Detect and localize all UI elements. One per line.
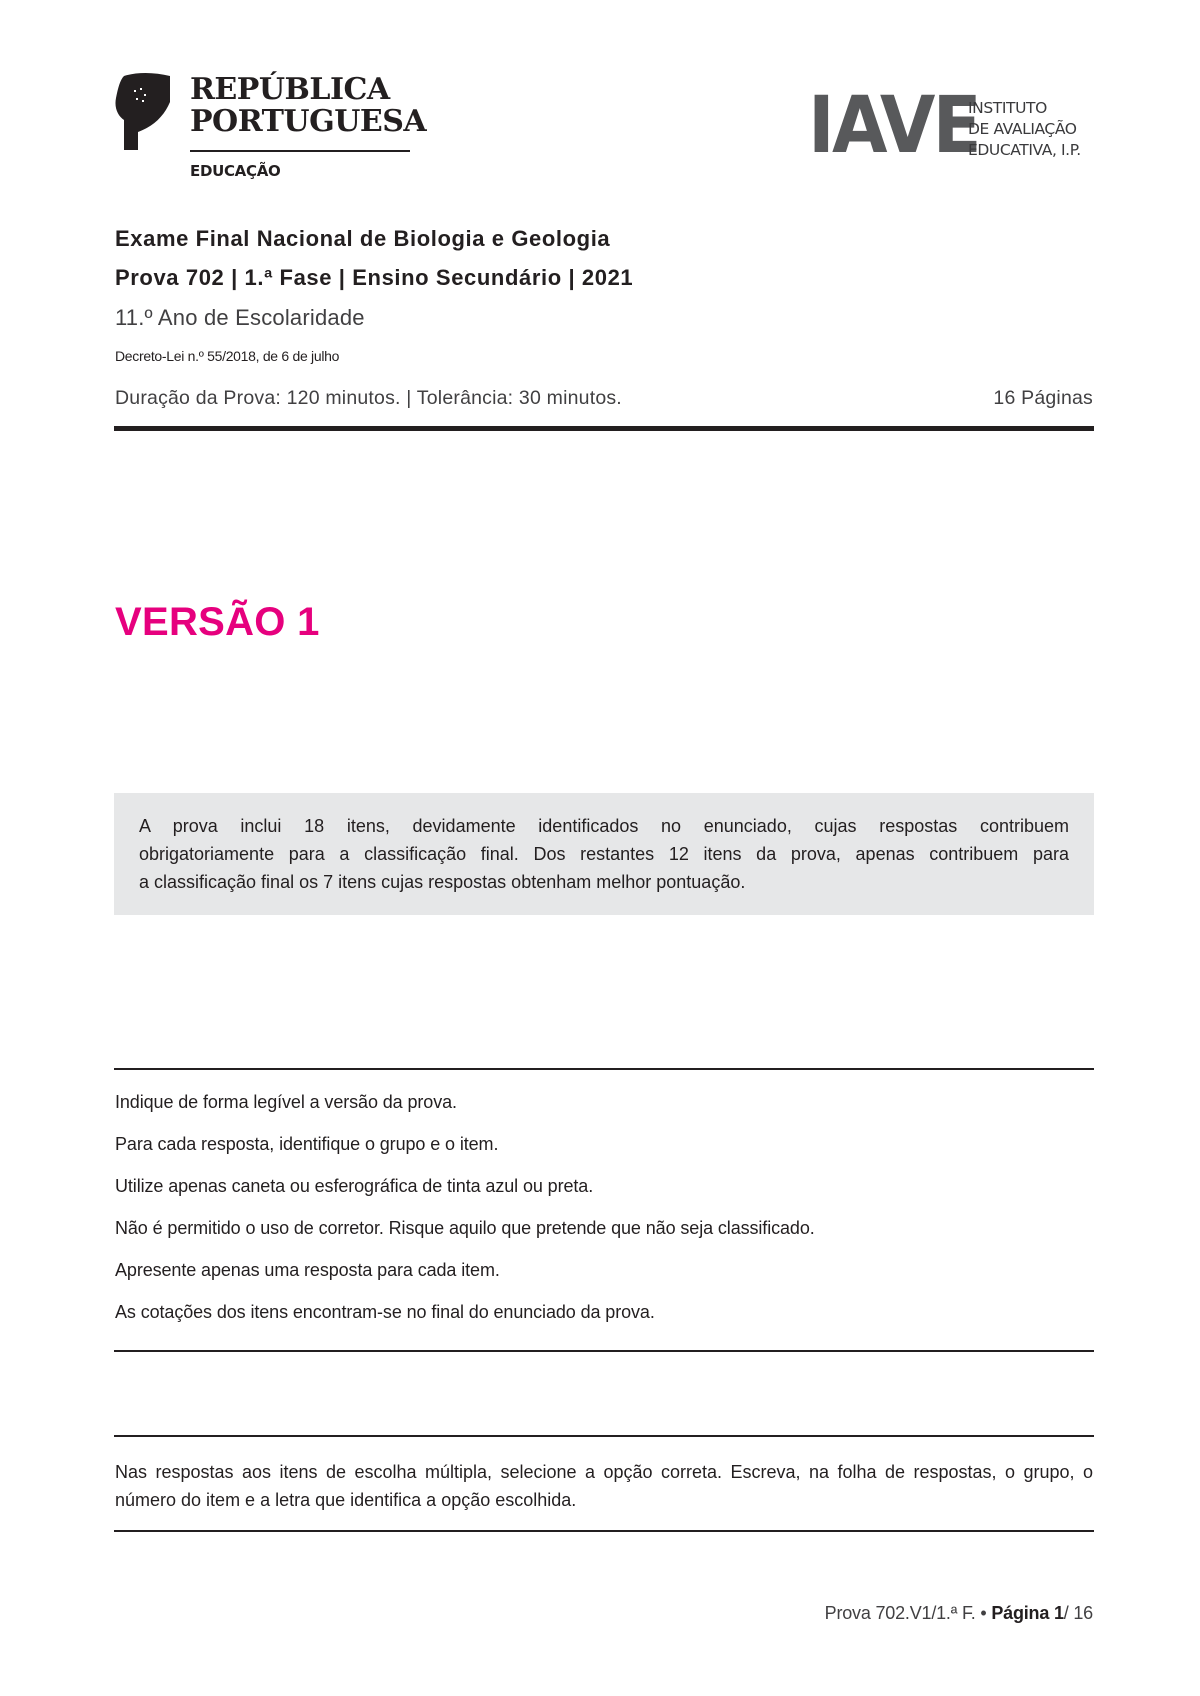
instruction-item: Para cada resposta, identifique o grupo e o item. xyxy=(115,1134,499,1154)
footer-page-total: / 16 xyxy=(1063,1603,1093,1623)
republica-portuguesa-logo xyxy=(114,70,427,185)
instruction-item: Apresente apenas uma resposta para cada item. xyxy=(115,1260,500,1280)
info-line: obrigatoriamente para a classificação final. Dos restantes 12 itens da prova, apenas contribuem para xyxy=(139,844,1069,864)
iave-wordmark xyxy=(968,98,1081,161)
page-footer xyxy=(825,1603,1093,1624)
instruction-item: Utilize apenas caneta ou esferográfica de tinta azul ou preta. xyxy=(115,1176,594,1196)
instructions-bottom-divider xyxy=(114,1350,1094,1352)
footer-exam-code: Prova 702.V1/1.ª F. xyxy=(824,1603,976,1623)
instruction-item: Não é permitido o uso de corretor. Risque aquilo que pretende que não seja classificado. xyxy=(115,1218,815,1238)
exam-title: Exame Final Nacional de Biologia e Geologia xyxy=(115,226,611,251)
footer-page-label: Página 1 xyxy=(991,1603,1064,1623)
iave-logo xyxy=(808,81,1108,171)
version-label: VERSÃO 1 xyxy=(115,600,320,644)
mc-bottom-divider xyxy=(114,1530,1094,1532)
iave-mark: IAVE xyxy=(808,81,979,171)
republica-wordmark xyxy=(190,74,426,138)
info-box xyxy=(114,793,1094,915)
republica-subtitle: EDUCAÇÃO xyxy=(190,162,281,180)
instructions-top-divider xyxy=(114,1068,1094,1070)
iave-line1: INSTITUTO xyxy=(968,99,1047,117)
info-line: a classificação final os 7 itens cujas respostas obtenham melhor pontuação. xyxy=(139,872,746,892)
header-divider xyxy=(114,426,1094,431)
mc-top-divider xyxy=(114,1435,1094,1437)
instruction-item: Indique de forma legível a versão da prova. xyxy=(115,1092,457,1112)
republica-line2: PORTUGUESA xyxy=(190,104,427,139)
iave-line3: EDUCATIVA, I.P. xyxy=(968,141,1081,159)
multiple-choice-note: Nas respostas aos itens de escolha múltipla, selecione a opção correta. Escreva, na folha de respostas, o grupo, o número do item e a letra que identifica a opção escolhida. xyxy=(115,1462,1093,1510)
school-year: 11.º Ano de Escolaridade xyxy=(115,305,365,330)
iave-line2: DE AVALIAÇÃO xyxy=(968,120,1077,138)
instructions-list xyxy=(115,1092,1095,1332)
page-count: 16 Páginas xyxy=(993,387,1093,409)
exam-duration: Duração da Prova: 120 minutos. | Tolerância: 30 minutos. xyxy=(115,387,622,409)
info-line: A prova inclui 18 itens, devidamente identificados no enunciado, cujas respostas contribuem xyxy=(139,816,1069,836)
decree-reference: Decreto-Lei n.º 55/2018, de 6 de julho xyxy=(115,348,340,364)
republica-emblem-icon xyxy=(114,72,172,152)
republica-line1: REPÚBLICA xyxy=(190,72,390,107)
exam-subtitle: Prova 702 | 1.ª Fase | Ensino Secundário | 2021 xyxy=(115,265,634,290)
republica-divider xyxy=(190,150,410,152)
instruction-item: As cotações dos itens encontram-se no final do enunciado da prova. xyxy=(115,1302,655,1322)
footer-bullet: • xyxy=(980,1603,987,1623)
